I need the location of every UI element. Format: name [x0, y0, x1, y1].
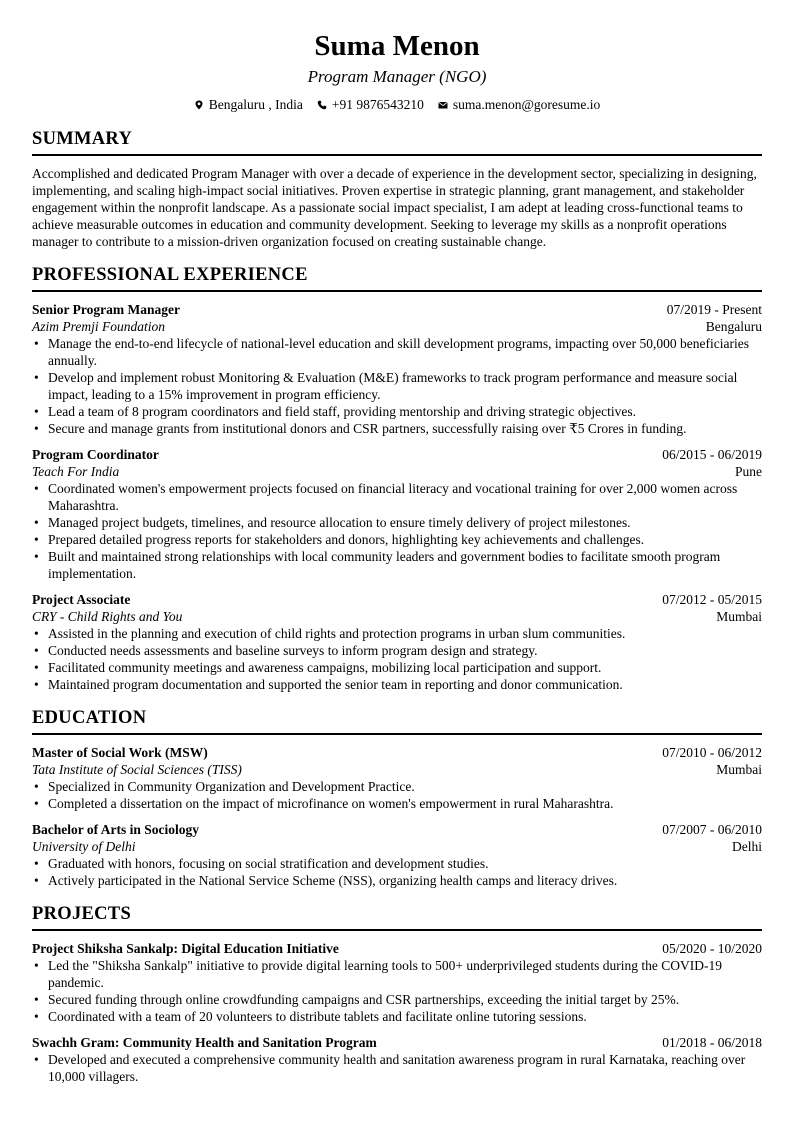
summary-text: Accomplished and dedicated Program Manager with over a decade of experience in the development sector, specializing in designing, implementing, and scaling high-impact social initiatives. Proven expertise in strategic planning, grant management, and stakeholder engagement within the nonprofit landscape. As a passionate social impact specialist, I am adept at leading cross-functional teams to achieve measurable outcomes in education and community development. Seeking to leverage my skills as a nonprofit operations manager to contribute to a mission-driven organization focused on creating sustainable change.	[32, 166, 757, 249]
bullet-item: • Graduated with honors, focusing on social stratification and development studies.	[48, 855, 762, 872]
entry-bullet-list	[32, 1051, 762, 1085]
entry-organization: CRY - Child Rights and You	[32, 609, 183, 624]
bullet-item: • Coordinated women's empowerment projects focused on financial literacy and vocational training for over 2,000 women across Maharashtra.	[48, 480, 762, 514]
projects-section	[32, 903, 762, 1085]
entry-header-row	[32, 591, 762, 608]
project-title: Project Shiksha Sankalp: Digital Education Initiative	[32, 941, 339, 956]
entry-dates: 07/2012 - 05/2015	[662, 592, 762, 607]
entry-organization: Tata Institute of Social Sciences (TISS)	[32, 762, 242, 777]
summary-heading: SUMMARY	[32, 128, 762, 156]
entry-subheader-row	[32, 838, 762, 855]
entry-dates: 06/2015 - 06/2019	[662, 447, 762, 462]
entry-bullet-list	[32, 625, 762, 693]
entry-header-row	[32, 1034, 762, 1051]
education-entry	[32, 744, 762, 812]
entry-bullet-list	[32, 855, 762, 889]
bullet-item: • Completed a dissertation on the impact of microfinance on women's empowerment in rural Maharashtra.	[48, 795, 762, 812]
entry-organization: University of Delhi	[32, 839, 136, 854]
mail-icon	[438, 100, 448, 110]
education-section	[32, 707, 762, 889]
bullet-item: • Built and maintained strong relationships with local community leaders and government bodies to facilitate smooth program implementation.	[48, 548, 762, 582]
education-title: Bachelor of Arts in Sociology	[32, 822, 199, 837]
bullet-item: • Assisted in the planning and execution of child rights and protection programs in urban slum communities.	[48, 625, 762, 642]
bullet-item: • Developed and executed a comprehensive community health and sanitation awareness program in rural Karnataka, reaching over 10,000 villagers.	[48, 1051, 762, 1085]
bullet-item: • Conducted needs assessments and baseline surveys to inform program design and strategy.	[48, 642, 762, 659]
entry-dates: 07/2007 - 06/2010	[662, 822, 762, 837]
experience-title: Project Associate	[32, 592, 131, 607]
bullet-item: • Secure and manage grants from institutional donors and CSR partners, successfully raising over ₹5 Crores in funding.	[48, 420, 762, 437]
project-title: Swachh Gram: Community Health and Sanitation Program	[32, 1035, 377, 1050]
experience-entry	[32, 591, 762, 693]
summary-section	[32, 128, 762, 250]
bullet-item: • Develop and implement robust Monitoring & Evaluation (M&E) frameworks to track program performance and measure social impact, leading to a 15% improvement in program efficiency.	[48, 369, 762, 403]
bullet-item: • Led the "Shiksha Sankalp" initiative to provide digital learning tools to 500+ underprivileged students during the COVID-19 pandemic.	[48, 957, 762, 991]
entry-organization: Teach For India	[32, 464, 120, 479]
entry-subheader-row	[32, 463, 762, 480]
projects-list	[32, 940, 762, 1085]
bullet-item: • Actively participated in the National Service Scheme (NSS), organizing health camps and literacy drives.	[48, 872, 762, 889]
entry-bullet-list	[32, 335, 762, 437]
education-entry	[32, 821, 762, 889]
entry-location: Pune	[735, 464, 762, 479]
phone-icon	[317, 100, 327, 110]
location-text: Bengaluru , India	[208, 97, 303, 112]
experience-title: Senior Program Manager	[32, 302, 180, 317]
bullet-item: • Maintained program documentation and supported the senior team in reporting and donor communication.	[48, 676, 762, 693]
candidate-name: Suma Menon	[314, 30, 480, 62]
education-title: Master of Social Work (MSW)	[32, 745, 208, 760]
contact-phone	[317, 96, 424, 114]
bullet-item: • Facilitated community meetings and awareness campaigns, mobilizing local participation and support.	[48, 659, 762, 676]
entry-dates: 01/2018 - 06/2018	[662, 1035, 762, 1050]
bullet-item: • Prepared detailed progress reports for stakeholders and donors, highlighting key achievements and challenges.	[48, 531, 762, 548]
bullet-item: • Managed project budgets, timelines, and resource allocation to ensure timely delivery of project milestones.	[48, 514, 762, 531]
entry-bullet-list	[32, 480, 762, 582]
bullet-item: • Coordinated with a team of 20 volunteers to distribute tablets and facilitate online tutoring sessions.	[48, 1008, 762, 1025]
education-list	[32, 744, 762, 889]
contact-location	[194, 96, 303, 114]
entry-header-row	[32, 940, 762, 957]
experience-title: Program Coordinator	[32, 447, 159, 462]
bullet-item: • Specialized in Community Organization and Development Practice.	[48, 778, 762, 795]
location-pin-icon	[194, 100, 204, 110]
entry-subheader-row	[32, 608, 762, 625]
experience-section	[32, 264, 762, 693]
experience-heading: PROFESSIONAL EXPERIENCE	[32, 264, 762, 292]
project-entry	[32, 940, 762, 1025]
bullet-item: • Secured funding through online crowdfunding campaigns and CSR partnerships, exceeding the initial target by 25%.	[48, 991, 762, 1008]
contact-email	[438, 96, 600, 114]
entry-header-row	[32, 446, 762, 463]
candidate-title: Program Manager (NGO)	[307, 67, 487, 86]
bullet-item: • Lead a team of 8 program coordinators and field staff, providing mentorship and driving strategic objectives.	[48, 403, 762, 420]
entry-subheader-row	[32, 761, 762, 778]
entry-location: Mumbai	[716, 609, 762, 624]
experience-list	[32, 301, 762, 693]
email-text[interactable]: suma.menon@goresume.io	[452, 97, 601, 112]
experience-entry	[32, 301, 762, 437]
entry-bullet-list	[32, 778, 762, 812]
entry-location: Delhi	[732, 839, 762, 854]
education-heading: EDUCATION	[32, 707, 762, 735]
entry-location: Mumbai	[716, 762, 762, 777]
entry-organization: Azim Premji Foundation	[32, 319, 165, 334]
projects-heading: PROJECTS	[32, 903, 762, 931]
bullet-item: • Manage the end-to-end lifecycle of national-level education and skill development programs, impacting over 50,000 beneficiaries annually.	[48, 335, 762, 369]
entry-subheader-row	[32, 318, 762, 335]
phone-text: +91 9876543210	[331, 97, 424, 112]
entry-header-row	[32, 821, 762, 838]
entry-header-row	[32, 301, 762, 318]
entry-header-row	[32, 744, 762, 761]
entry-dates: 05/2020 - 10/2020	[662, 941, 762, 956]
contact-bar	[32, 96, 762, 114]
entry-dates: 07/2019 - Present	[666, 302, 762, 317]
entry-dates: 07/2010 - 06/2012	[662, 745, 762, 760]
entry-bullet-list	[32, 957, 762, 1025]
experience-entry	[32, 446, 762, 582]
project-entry	[32, 1034, 762, 1085]
entry-location: Bengaluru	[705, 319, 762, 334]
